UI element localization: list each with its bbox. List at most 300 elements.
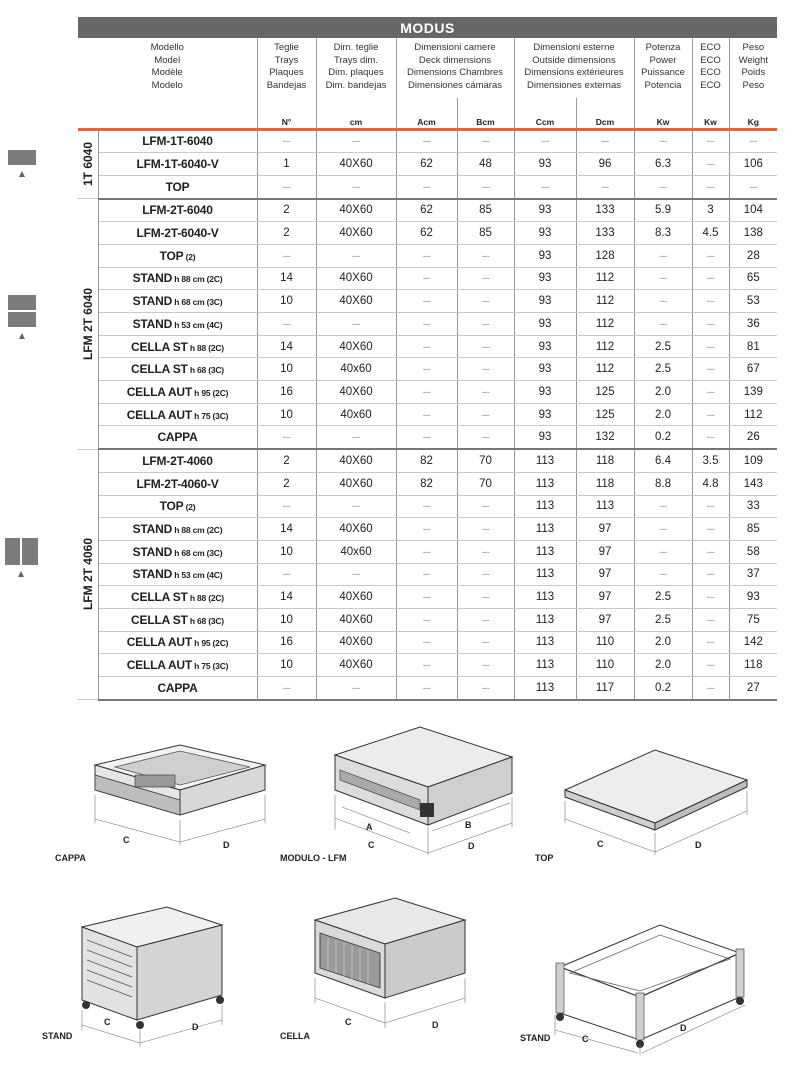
stand-right-drawing (520, 905, 785, 1055)
value-cell: --- (457, 381, 514, 404)
value-cell: 40X60 (316, 335, 396, 358)
value-cell: --- (457, 290, 514, 313)
value-cell: --- (634, 518, 692, 541)
value-cell: 37 (729, 563, 777, 586)
value-cell: --- (634, 175, 692, 198)
table-row (78, 313, 777, 336)
value-cell: 93 (514, 267, 576, 290)
table-row (78, 175, 777, 198)
model-cell: CAPPA (98, 426, 257, 449)
value-cell: --- (457, 426, 514, 449)
value-cell: 132 (576, 426, 634, 449)
value-cell: --- (634, 129, 692, 153)
table-row (78, 563, 777, 586)
value-cell: 70 (457, 449, 514, 472)
table-row (78, 449, 777, 472)
value-cell: 40X60 (316, 290, 396, 313)
value-cell: 3 (692, 199, 729, 222)
value-cell: 62 (396, 199, 457, 222)
value-cell: 40X60 (316, 222, 396, 245)
col-header-deck-dim: Dimensioni camere Deck dimensions Dimensions Chambres Dimensiones cámaras (396, 38, 514, 98)
model-cell: STAND h 53 cm (4C) (98, 313, 257, 336)
value-cell: 2 (257, 199, 316, 222)
value-cell: 3.5 (692, 449, 729, 472)
value-cell: 118 (576, 449, 634, 472)
value-cell: 40X60 (316, 608, 396, 631)
table-row (78, 129, 777, 153)
model-cell: CELLA AUT h 95 (2C) (98, 381, 257, 404)
table-row (78, 153, 777, 176)
brand-title: MODUS (78, 17, 777, 38)
value-cell: 112 (576, 267, 634, 290)
value-cell: --- (692, 267, 729, 290)
value-cell: 40X60 (316, 586, 396, 609)
value-cell: 113 (514, 540, 576, 563)
table-row (78, 518, 777, 541)
value-cell: 113 (514, 654, 576, 677)
value-cell: 113 (514, 586, 576, 609)
value-cell: 97 (576, 586, 634, 609)
value-cell: --- (396, 381, 457, 404)
value-cell: 16 (257, 631, 316, 654)
value-cell: 110 (576, 654, 634, 677)
value-cell: --- (257, 563, 316, 586)
model-cell: TOP (2) (98, 244, 257, 267)
value-cell: 14 (257, 518, 316, 541)
model-cell: CELLA ST h 68 (3C) (98, 608, 257, 631)
unit-model (78, 98, 257, 129)
value-cell: --- (316, 563, 396, 586)
value-cell: 93 (514, 222, 576, 245)
value-cell: --- (396, 290, 457, 313)
group-label: 1T 6040 (78, 129, 98, 199)
modulo-caption: MODULO - LFM (280, 853, 347, 863)
value-cell: 85 (457, 222, 514, 245)
value-cell: 125 (576, 381, 634, 404)
value-cell: 93 (514, 199, 576, 222)
unit-deck-a: Acm (396, 98, 457, 129)
value-cell: --- (257, 244, 316, 267)
value-cell: 113 (514, 472, 576, 495)
value-cell: --- (692, 290, 729, 313)
value-cell: --- (316, 129, 396, 153)
value-cell: 109 (729, 449, 777, 472)
value-cell: 36 (729, 313, 777, 336)
value-cell: 97 (576, 608, 634, 631)
value-cell: --- (692, 381, 729, 404)
value-cell: 93 (514, 313, 576, 336)
value-cell: --- (634, 495, 692, 518)
modulo-dim-c: C (368, 840, 375, 850)
value-cell: --- (457, 129, 514, 153)
model-cell: CELLA AUT h 75 (3C) (98, 654, 257, 677)
model-cell: LFM-1T-6040 (98, 129, 257, 153)
value-cell: 10 (257, 608, 316, 631)
value-cell: 93 (514, 358, 576, 381)
cappa-dim-d: D (223, 840, 230, 850)
value-cell: 0.2 (634, 677, 692, 700)
model-cell: TOP (98, 175, 257, 198)
unit-tray-dim: cm (316, 98, 396, 129)
model-cell: TOP (2) (98, 495, 257, 518)
top-drawing (535, 715, 785, 865)
value-cell: 10 (257, 290, 316, 313)
value-cell: 8.8 (634, 472, 692, 495)
value-cell: --- (396, 518, 457, 541)
col-header-eco: ECO ECO ECO ECO (692, 38, 729, 98)
model-cell: STAND h 68 cm (3C) (98, 540, 257, 563)
modulo-dim-d: D (468, 841, 475, 851)
value-cell: 40X60 (316, 449, 396, 472)
product-cappa (55, 715, 280, 865)
value-cell: 62 (396, 222, 457, 245)
cappa-caption: CAPPA (55, 853, 86, 863)
value-cell: --- (396, 175, 457, 198)
icon-double-deck-4060 (5, 538, 38, 580)
value-cell: 112 (729, 403, 777, 426)
spec-table (78, 17, 777, 701)
value-cell: 143 (729, 472, 777, 495)
value-cell: 93 (514, 381, 576, 404)
value-cell: 113 (514, 449, 576, 472)
col-header-power: Potenza Power Puissance Potencia (634, 38, 692, 98)
value-cell: --- (257, 426, 316, 449)
value-cell: 112 (576, 290, 634, 313)
product-top (535, 715, 785, 865)
value-cell: 8.3 (634, 222, 692, 245)
value-cell: --- (576, 175, 634, 198)
value-cell: --- (692, 313, 729, 336)
stand-left-drawing (42, 895, 272, 1050)
value-cell: 33 (729, 495, 777, 518)
modulo-dim-b: B (465, 820, 472, 830)
value-cell: 113 (514, 518, 576, 541)
cella-caption: CELLA (280, 1031, 310, 1041)
value-cell: 40X60 (316, 631, 396, 654)
cella-drawing (280, 888, 495, 1048)
table-row (78, 267, 777, 290)
col-header-trays: Teglie Trays Plaques Bandejas (257, 38, 316, 98)
model-cell: LFM-2T-6040 (98, 199, 257, 222)
value-cell: --- (396, 586, 457, 609)
model-cell: LFM-1T-6040-V (98, 153, 257, 176)
value-cell: --- (316, 313, 396, 336)
top-caption: TOP (535, 853, 554, 863)
value-cell: --- (457, 540, 514, 563)
icon-single-deck (8, 150, 36, 184)
value-cell: 14 (257, 335, 316, 358)
value-cell: --- (692, 335, 729, 358)
value-cell: --- (514, 175, 576, 198)
value-cell: --- (692, 563, 729, 586)
col-header-tray-dim: Dim. teglie Trays dim. Dim. plaques Dim. bandejas (316, 38, 396, 98)
value-cell: --- (692, 631, 729, 654)
value-cell: --- (457, 654, 514, 677)
table-row (78, 586, 777, 609)
value-cell: 128 (576, 244, 634, 267)
value-cell: 10 (257, 358, 316, 381)
value-cell: 2.0 (634, 381, 692, 404)
value-cell: 139 (729, 381, 777, 404)
table-row (78, 631, 777, 654)
value-cell: 10 (257, 403, 316, 426)
value-cell: 14 (257, 586, 316, 609)
value-cell: 2 (257, 222, 316, 245)
cella-dim-d: D (432, 1020, 439, 1030)
value-cell: 110 (576, 631, 634, 654)
value-cell: --- (396, 631, 457, 654)
value-cell: 6.3 (634, 153, 692, 176)
table-row (78, 472, 777, 495)
value-cell: 67 (729, 358, 777, 381)
model-cell: CELLA AUT h 75 (3C) (98, 403, 257, 426)
value-cell: 113 (514, 563, 576, 586)
value-cell: --- (692, 244, 729, 267)
table-row (78, 381, 777, 404)
model-cell: CELLA ST h 88 (2C) (98, 335, 257, 358)
value-cell: 106 (729, 153, 777, 176)
value-cell: 75 (729, 608, 777, 631)
value-cell: 40x60 (316, 403, 396, 426)
group-label: LFM 2T 4060 (78, 449, 98, 700)
table-row (78, 677, 777, 700)
value-cell: 65 (729, 267, 777, 290)
value-cell: --- (692, 654, 729, 677)
top-dim-d: D (695, 840, 702, 850)
value-cell: 14 (257, 267, 316, 290)
value-cell: --- (316, 175, 396, 198)
value-cell: 93 (514, 244, 576, 267)
model-cell: LFM-2T-6040-V (98, 222, 257, 245)
value-cell: 97 (576, 563, 634, 586)
col-header-outside-dim: Dimensioni esterne Outside dimensions Dimensions extérieures Dimensiones externas (514, 38, 634, 98)
value-cell: 112 (576, 313, 634, 336)
value-cell: 2.5 (634, 335, 692, 358)
value-cell: --- (457, 631, 514, 654)
value-cell: --- (257, 129, 316, 153)
value-cell: 93 (514, 335, 576, 358)
value-cell: 113 (514, 631, 576, 654)
value-cell: --- (457, 267, 514, 290)
value-cell: --- (634, 244, 692, 267)
stand-left-dim-c: C (104, 1017, 111, 1027)
model-cell: CAPPA (98, 677, 257, 700)
unit-outside-d: Dcm (576, 98, 634, 129)
value-cell: --- (396, 654, 457, 677)
value-cell: --- (396, 403, 457, 426)
value-cell: --- (692, 586, 729, 609)
value-cell: --- (729, 129, 777, 153)
table-row (78, 654, 777, 677)
value-cell: 112 (576, 358, 634, 381)
value-cell: 81 (729, 335, 777, 358)
value-cell: --- (692, 129, 729, 153)
value-cell: 16 (257, 381, 316, 404)
value-cell: --- (692, 677, 729, 700)
product-modulo (280, 715, 525, 865)
unit-power: Kw (634, 98, 692, 129)
value-cell: 142 (729, 631, 777, 654)
value-cell: --- (457, 518, 514, 541)
value-cell: --- (457, 586, 514, 609)
value-cell: --- (257, 175, 316, 198)
value-cell: --- (457, 495, 514, 518)
value-cell: 70 (457, 472, 514, 495)
value-cell: 2.0 (634, 631, 692, 654)
model-cell: CELLA ST h 68 (3C) (98, 358, 257, 381)
model-cell: LFM-2T-4060-V (98, 472, 257, 495)
value-cell: --- (396, 267, 457, 290)
table-row (78, 540, 777, 563)
value-cell: 82 (396, 472, 457, 495)
value-cell: --- (396, 563, 457, 586)
value-cell: 58 (729, 540, 777, 563)
value-cell: --- (396, 540, 457, 563)
value-cell: --- (634, 313, 692, 336)
value-cell: 118 (729, 654, 777, 677)
value-cell: 133 (576, 222, 634, 245)
value-cell: --- (396, 677, 457, 700)
value-cell: 62 (396, 153, 457, 176)
value-cell: 93 (514, 403, 576, 426)
table-row (78, 426, 777, 449)
value-cell: 2.5 (634, 358, 692, 381)
top-dim-c: C (597, 839, 604, 849)
value-cell: --- (692, 608, 729, 631)
value-cell: --- (692, 426, 729, 449)
value-cell: 26 (729, 426, 777, 449)
value-cell: 40x60 (316, 540, 396, 563)
stand-right-dim-d: D (680, 1023, 687, 1033)
value-cell: --- (457, 403, 514, 426)
value-cell: 40X60 (316, 267, 396, 290)
value-cell: 4.8 (692, 472, 729, 495)
value-cell: 6.4 (634, 449, 692, 472)
value-cell: --- (692, 153, 729, 176)
table-row (78, 290, 777, 313)
value-cell: 2.0 (634, 654, 692, 677)
value-cell: 1 (257, 153, 316, 176)
table-row (78, 335, 777, 358)
table-row (78, 403, 777, 426)
value-cell: --- (457, 358, 514, 381)
value-cell: --- (457, 313, 514, 336)
value-cell: --- (692, 540, 729, 563)
value-cell: 93 (514, 290, 576, 313)
value-cell: --- (692, 358, 729, 381)
value-cell: --- (316, 495, 396, 518)
value-cell: --- (257, 495, 316, 518)
value-cell: 2.5 (634, 608, 692, 631)
cappa-dim-c: C (123, 835, 130, 845)
col-header-model: Modello Model Modèle Modelo (78, 38, 257, 98)
stand-right-dim-c: C (582, 1034, 589, 1044)
value-cell: 85 (457, 199, 514, 222)
group-label: LFM 2T 6040 (78, 199, 98, 450)
value-cell: --- (396, 495, 457, 518)
model-cell: STAND h 53 cm (4C) (98, 563, 257, 586)
product-cella (280, 888, 495, 1048)
stand-left-dim-d: D (192, 1022, 199, 1032)
value-cell: 40X60 (316, 153, 396, 176)
value-cell: 93 (514, 426, 576, 449)
value-cell: 40X60 (316, 199, 396, 222)
value-cell: 113 (514, 677, 576, 700)
value-cell: 5.9 (634, 199, 692, 222)
value-cell: 125 (576, 403, 634, 426)
value-cell: 93 (514, 153, 576, 176)
value-cell: --- (634, 290, 692, 313)
value-cell: 96 (576, 153, 634, 176)
value-cell: 27 (729, 677, 777, 700)
table-row (78, 244, 777, 267)
value-cell: 112 (576, 335, 634, 358)
value-cell: 40X60 (316, 518, 396, 541)
value-cell: --- (316, 244, 396, 267)
col-header-weight: Peso Weight Poids Peso (738, 42, 769, 91)
value-cell: --- (396, 608, 457, 631)
unit-outside-c: Ccm (514, 98, 576, 129)
unit-deck-b: Bcm (457, 98, 514, 129)
unit-trays: N° (257, 98, 316, 129)
value-cell: 117 (576, 677, 634, 700)
cappa-drawing (55, 715, 280, 865)
value-cell: 4.5 (692, 222, 729, 245)
value-cell: 93 (729, 586, 777, 609)
value-cell: --- (692, 495, 729, 518)
table-row (78, 199, 777, 222)
value-cell: --- (457, 335, 514, 358)
stand-left-caption: STAND (42, 1031, 73, 1041)
value-cell: 2 (257, 449, 316, 472)
modulo-drawing (280, 715, 525, 865)
value-cell: 113 (514, 495, 576, 518)
product-stand-right (520, 905, 785, 1055)
value-cell: 85 (729, 518, 777, 541)
value-cell: 133 (576, 199, 634, 222)
value-cell: 138 (729, 222, 777, 245)
product-stand-left (42, 895, 272, 1050)
value-cell: --- (634, 563, 692, 586)
value-cell: 53 (729, 290, 777, 313)
value-cell: --- (692, 518, 729, 541)
stand-right-caption: STAND (520, 1033, 551, 1043)
model-cell: STAND h 88 cm (2C) (98, 267, 257, 290)
value-cell: --- (576, 129, 634, 153)
value-cell: --- (457, 244, 514, 267)
value-cell: --- (514, 129, 576, 153)
value-cell: 2.5 (634, 586, 692, 609)
value-cell: --- (257, 313, 316, 336)
value-cell: 118 (576, 472, 634, 495)
model-cell: STAND h 68 cm (3C) (98, 290, 257, 313)
value-cell: 2 (257, 472, 316, 495)
value-cell: --- (396, 335, 457, 358)
table-row (78, 608, 777, 631)
value-cell: 2.0 (634, 403, 692, 426)
value-cell: --- (457, 608, 514, 631)
spec-body (78, 129, 777, 700)
table-row (78, 495, 777, 518)
value-cell: 40x60 (316, 358, 396, 381)
modulo-dim-a: A (366, 822, 373, 832)
value-cell: --- (692, 175, 729, 198)
value-cell: --- (457, 175, 514, 198)
cella-dim-c: C (345, 1017, 352, 1027)
value-cell: 10 (257, 540, 316, 563)
value-cell: --- (396, 129, 457, 153)
unit-eco: Kw (692, 98, 729, 129)
